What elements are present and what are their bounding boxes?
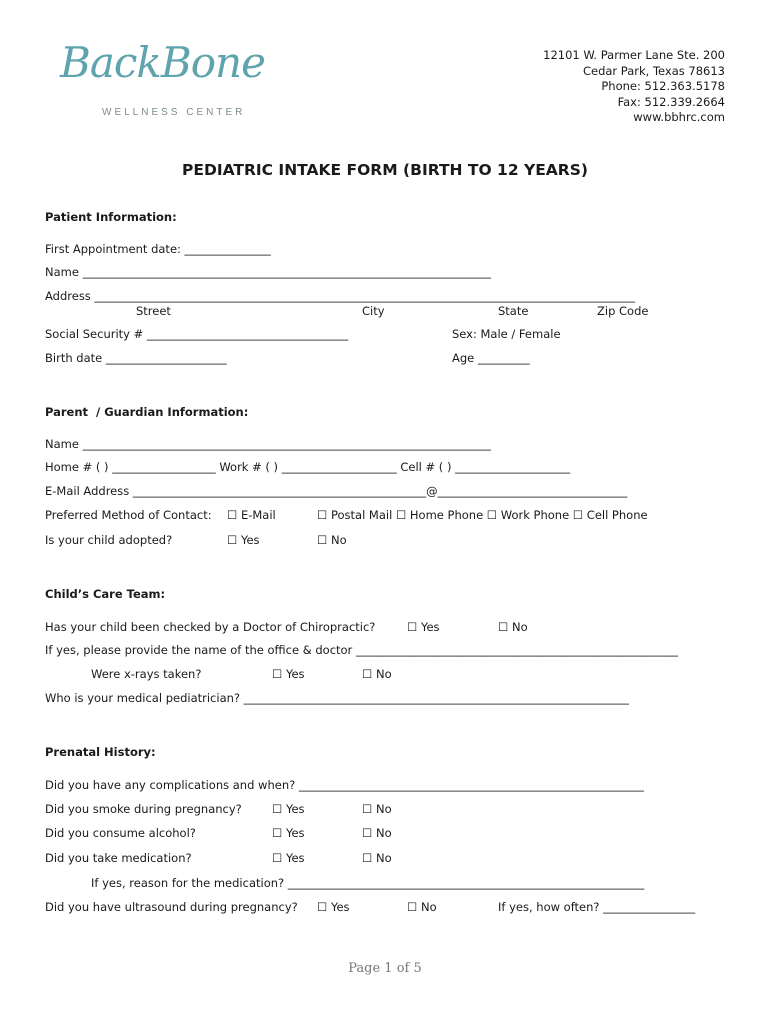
email-field[interactable]: E-Mail Address ___________________________________________________@_________________________________ xyxy=(45,484,628,498)
xrays-yes-checkbox[interactable]: ☐ Yes xyxy=(272,667,305,681)
street-caption: Street xyxy=(136,304,171,318)
medication-question: Did you take medication? xyxy=(45,851,192,865)
logo-subtitle: WELLNESS CENTER xyxy=(102,107,246,118)
alcohol-no-checkbox[interactable]: ☐ No xyxy=(362,826,392,840)
adopted-label: Is your child adopted? xyxy=(45,533,173,547)
xrays-no-checkbox[interactable]: ☐ No xyxy=(362,667,392,681)
preferred-contact-label: Preferred Method of Contact: xyxy=(45,508,212,522)
zip-caption: Zip Code xyxy=(597,304,649,318)
ultrasound-frequency-field[interactable]: If yes, how often? ________________ xyxy=(498,900,696,914)
birth-date-field[interactable]: Birth date _____________________ xyxy=(45,351,227,365)
address-block xyxy=(543,48,725,126)
chiropractic-question: Has your child been checked by a Doctor of Chiropractic? xyxy=(45,620,376,634)
section-heading-parent: Parent / Guardian Information: xyxy=(45,405,249,419)
smoke-question: Did you smoke during pregnancy? xyxy=(45,802,242,816)
medication-no-checkbox[interactable]: ☐ No xyxy=(362,851,392,865)
age-field[interactable]: Age _________ xyxy=(452,351,530,365)
section-heading-patient: Patient Information: xyxy=(45,210,177,224)
adopted-yes-checkbox[interactable]: ☐ Yes xyxy=(227,533,260,547)
address-line: Cedar Park, Texas 78613 xyxy=(582,63,725,78)
website-line: www.bbhrc.com xyxy=(633,110,725,124)
ultrasound-no-checkbox[interactable]: ☐ No xyxy=(407,900,437,914)
smoke-yes-checkbox[interactable]: ☐ Yes xyxy=(272,802,305,816)
office-doctor-field[interactable]: If yes, please provide the name of the office & doctor ________________________________________________________ xyxy=(45,643,678,657)
contact-email-checkbox[interactable]: ☐ E-Mail xyxy=(227,508,276,522)
section-heading-care: Child’s Care Team: xyxy=(45,587,166,601)
parent-name-field[interactable]: Name _______________________________________________________________________ xyxy=(45,437,491,451)
sex-field[interactable]: Sex: Male / Female xyxy=(452,327,561,341)
social-security-field[interactable]: Social Security # ___________________________________ xyxy=(45,327,349,341)
section-heading-prenatal: Prenatal History: xyxy=(45,745,156,759)
alcohol-yes-checkbox[interactable]: ☐ Yes xyxy=(272,826,305,840)
contact-other-checkboxes[interactable]: ☐ Postal Mail ☐ Home Phone ☐ Work Phone ☐ Cell Phone xyxy=(317,508,648,522)
chiropractic-no-checkbox[interactable]: ☐ No xyxy=(498,620,528,634)
medication-reason-field[interactable]: If yes, reason for the medication? ______________________________________________________________ xyxy=(91,876,645,890)
smoke-no-checkbox[interactable]: ☐ No xyxy=(362,802,392,816)
logo-script: BackBone xyxy=(60,38,265,87)
chiropractic-yes-checkbox[interactable]: ☐ Yes xyxy=(407,620,440,634)
medication-yes-checkbox[interactable]: ☐ Yes xyxy=(272,851,305,865)
ultrasound-yes-checkbox[interactable]: ☐ Yes xyxy=(317,900,350,914)
state-caption: State xyxy=(498,304,529,318)
patient-address-field[interactable]: Address ______________________________________________________________________________________________ xyxy=(45,289,635,303)
pediatrician-field[interactable]: Who is your medical pediatrician? ___________________________________________________________________ xyxy=(45,691,629,705)
first-appointment-field[interactable]: First Appointment date: _______________ xyxy=(45,242,271,256)
complications-field[interactable]: Did you have any complications and when? ____________________________________________________________ xyxy=(45,778,644,792)
page-number: Page 1 of 5 xyxy=(348,961,422,976)
page-title: PEDIATRIC INTAKE FORM (BIRTH TO 12 YEARS) xyxy=(182,161,588,179)
city-caption: City xyxy=(362,304,385,318)
fax-line: Fax: 512.339.2664 xyxy=(617,94,725,109)
phone-numbers-field[interactable]: Home # ( ) __________________ Work # ( ) ____________________ Cell # ( ) ____________________ xyxy=(45,460,571,474)
patient-name-field[interactable]: Name _______________________________________________________________________ xyxy=(45,265,491,279)
address-line: 12101 W. Parmer Lane Ste. 200 xyxy=(543,48,725,62)
ultrasound-question: Did you have ultrasound during pregnancy? xyxy=(45,900,298,914)
adopted-no-checkbox[interactable]: ☐ No xyxy=(317,533,347,547)
alcohol-question: Did you consume alcohol? xyxy=(45,826,196,840)
xrays-question: Were x-rays taken? xyxy=(91,667,202,681)
phone-line: Phone: 512.363.5178 xyxy=(601,79,725,93)
